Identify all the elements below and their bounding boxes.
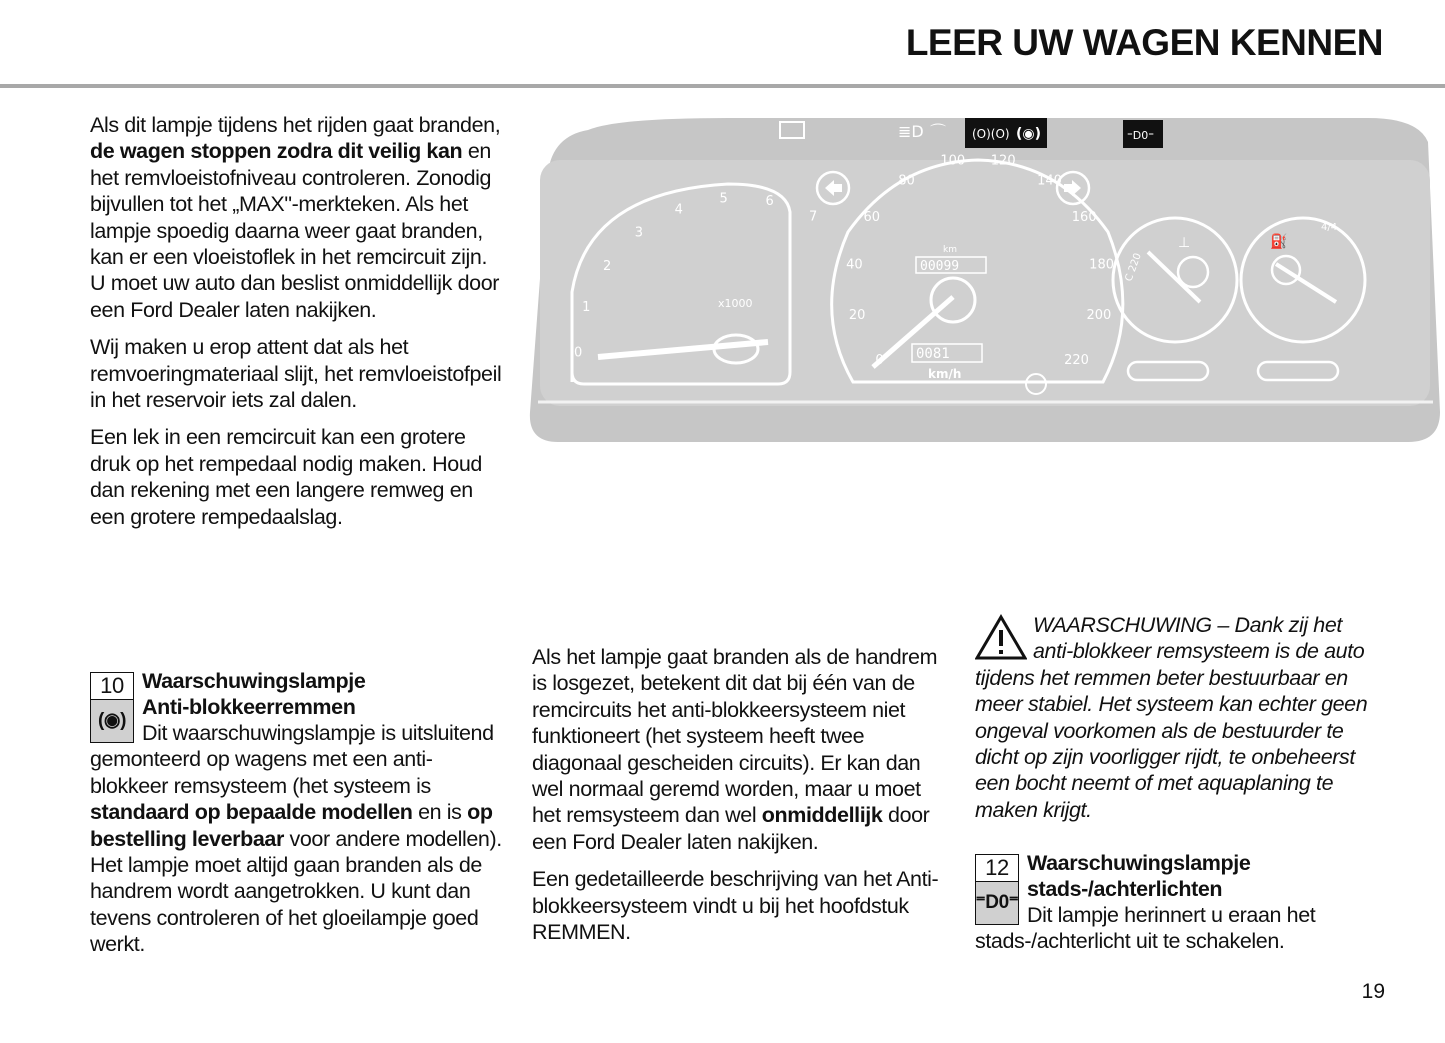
section-body: Dit waarschuwingslampje is uitsluitend gemonteerd op wagens met een anti-blokkeer remsysteem (het systeem is standaard op bepaalde modellen en is op bestelling leverbaar voor andere modellen). Het lampje moet altijd gaan branden als de handrem wordt aangetrokken. U kunt dan tevens controleren of het gloeilampje goed werkt. bbox=[90, 721, 502, 957]
tacho-tick-label: 7 bbox=[808, 209, 818, 225]
speedo-tick-label: 180 bbox=[1089, 257, 1115, 273]
section-12-badge bbox=[975, 854, 1019, 925]
section-12-side-lights bbox=[975, 850, 1385, 955]
cluster-face bbox=[540, 160, 1430, 406]
speedo-unit-label: km/h bbox=[928, 367, 962, 381]
speedo-tick-label: 120 bbox=[990, 153, 1016, 169]
tripmeter-readout: 0081 bbox=[916, 346, 950, 362]
tacho-tick-label: 3 bbox=[634, 225, 644, 241]
speedo-tick-label: 220 bbox=[1064, 353, 1089, 368]
paragraph-abs-circuit: Als het lampje gaat branden als de handrem is losgezet, betekent dit dat bij één van de remcircuits het anti-blokkeersysteem niet funktioneert (het systeem heeft twee diagonaal gescheiden circuits). Er kan dan wel normaal geremd worden, maar u moet het remsysteem dan wel onmiddellijk door een Ford Dealer laten nakijken. bbox=[532, 645, 938, 854]
header-rule bbox=[0, 84, 1445, 88]
section-10-badge bbox=[90, 672, 134, 743]
page-number: 19 bbox=[1361, 980, 1385, 1003]
trip-unit-label: km bbox=[943, 245, 957, 255]
speedo-tick-label: 200 bbox=[1086, 307, 1112, 323]
side-light-icon: ⁼D0⁼ bbox=[975, 882, 1019, 925]
section-body: Dit lampje herinnert u eraan het stads-/achterlicht uit te schakelen. bbox=[975, 903, 1316, 954]
section-number: 12 bbox=[975, 854, 1019, 882]
tacho-tick-label: 6 bbox=[765, 194, 774, 210]
odometer-readout: 00099 bbox=[920, 259, 960, 274]
speedo-tick-label: 140 bbox=[1037, 173, 1062, 189]
column-1-intro bbox=[90, 112, 502, 541]
paragraph-brake-leak: Een lek in een remcircuit kan een grotere druk op het rempedaal nodig maken. Houd dan rekening met een langere remweg en een grotere rempedaalslag. bbox=[90, 425, 482, 529]
brake-icon: (O)(O) bbox=[972, 127, 1010, 141]
tacho-unit-label: x1000 bbox=[718, 297, 753, 310]
abs-warning-icon: (◉) bbox=[90, 700, 134, 743]
abs-icon: (◉) bbox=[1016, 126, 1042, 142]
paragraph-abs-reference: Een gedetailleerde beschrijving van het Anti-blokkeersysteem vindt u bij het hoofdstuk REMMEN. bbox=[532, 867, 939, 945]
speedo-tick-label: 60 bbox=[863, 210, 881, 226]
oil-icon: ⌒ bbox=[930, 122, 947, 141]
speedo-tick-label: 20 bbox=[848, 307, 866, 323]
warning-triangle-icon bbox=[975, 614, 1027, 660]
section-title: Waarschuwingslampje stads-/achterlichten bbox=[1027, 851, 1251, 901]
speedo-tick-label: 160 bbox=[1071, 210, 1097, 226]
warning-text: WAARSCHUWING – Dank zij het anti-blokkeer remsysteem is de auto tijdens het remmen beter bestuurbaar en meer stabiel. Het systeem kan echter geen ongeval voorkomen als de bestuurder te dicht op zijn voorligger rijdt, te onbeheerst een bocht neemt of met aquaplaning te maken krijgt. bbox=[975, 613, 1368, 822]
speedo-tick-label: 80 bbox=[898, 173, 915, 189]
fuel-full-label: 4/4 bbox=[1321, 222, 1338, 233]
section-title: Waarschuwingslampje Anti-blokkeerremmen bbox=[142, 669, 366, 719]
fuel-pump-icon: ⛽ bbox=[1270, 234, 1288, 250]
section-10-abs bbox=[90, 668, 502, 958]
tacho-tick-label: 1 bbox=[582, 300, 591, 315]
paragraph-brake-warning: Als dit lampje tijdens het rijden gaat branden, de wagen stoppen zodra dit veilig kan en het remvloeistofniveau controleren. Zonodig bijvullen tot het „MAX"-merkteken. Als het lampje spoedig daarna weer gaat branden, kan er een vloeistoflek in het remcircuit zijn. U moet uw auto dan beslist onmiddellijk door een Ford Dealer laten nakijken. bbox=[90, 113, 501, 322]
temp-scale-label: C 220 bbox=[1123, 251, 1144, 284]
speedo-tick-label: 100 bbox=[940, 153, 966, 169]
headlight-icon: ≣D bbox=[898, 122, 924, 141]
instrument-cluster-illustration bbox=[528, 112, 1442, 452]
tacho-tick-label: 2 bbox=[603, 258, 612, 274]
tacho-tick-label: 5 bbox=[719, 191, 728, 207]
page-header-title: LEER UW WAGEN KENNEN bbox=[905, 22, 1383, 63]
speedo-tick-label: 0 bbox=[875, 353, 884, 368]
section-number: 10 bbox=[90, 672, 134, 700]
abs-warning-note bbox=[975, 612, 1385, 823]
tacho-tick-label: 4 bbox=[674, 202, 683, 218]
side-light-icon: ⁼D0⁼ bbox=[1127, 129, 1155, 142]
column-2 bbox=[532, 644, 942, 956]
speedo-tick-label: 40 bbox=[846, 257, 863, 273]
paragraph-brake-wear: Wij maken u erop attent dat als het remvoeringmateriaal slijt, het remvloeistofpeil in het reservoir iets zal dalen. bbox=[90, 335, 502, 413]
coolant-icon: ⊥ bbox=[1178, 235, 1191, 251]
tacho-tick-label: 0 bbox=[573, 345, 583, 361]
